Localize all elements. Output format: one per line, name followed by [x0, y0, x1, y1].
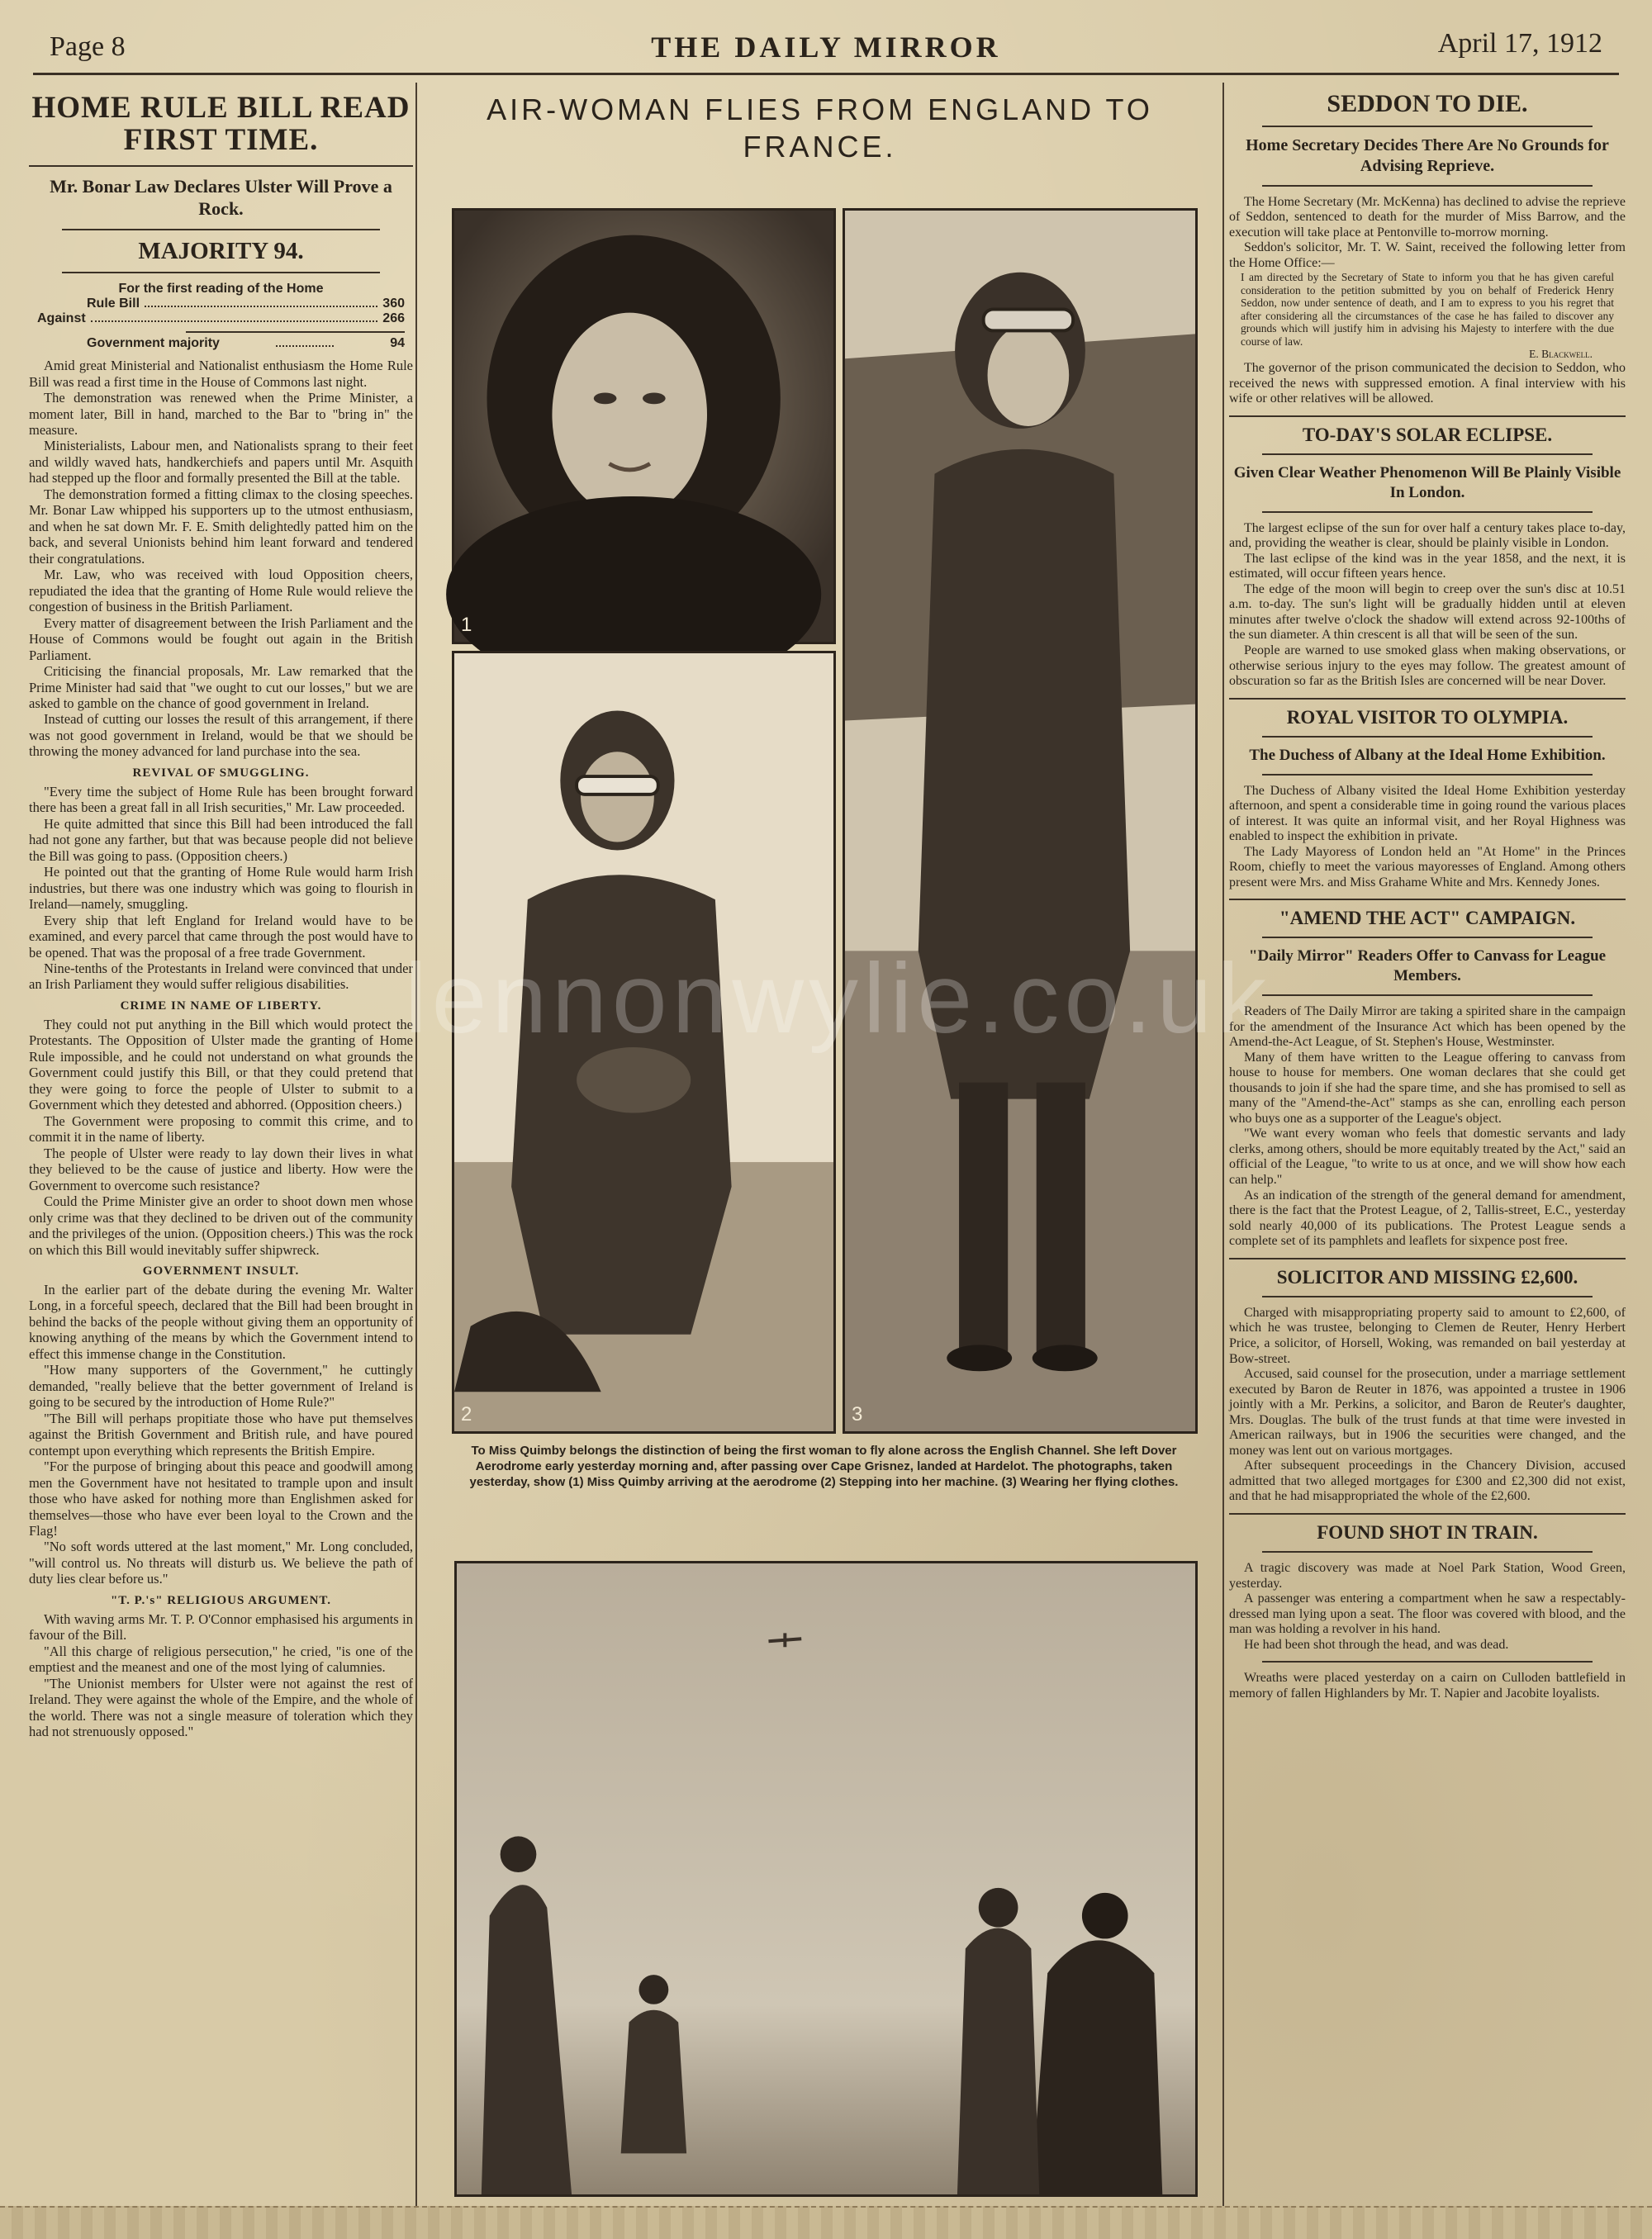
paragraph: Amid great Ministerial and Nationalist enthusiasm the Home Rule Bill was read a first time in the House of Commons last night. [29, 358, 413, 390]
vote-row-against [37, 311, 405, 326]
divider [1229, 899, 1626, 900]
paragraph: Readers of The Daily Mirror are taking a spirited share in the campaign for the amendment of the Insurance Act which has been opened by the Amend-the-Act League, of St. Stephen's House, Westminster. [1229, 1003, 1626, 1050]
paragraph: Every matter of disagreement between the Irish Parliament and the House of Commons would be fought out again in the British Parliament. [29, 614, 413, 663]
divider [1262, 511, 1593, 513]
right-column [1229, 83, 1626, 2206]
divider [1262, 1296, 1593, 1297]
paragraph: "The Bill will perhaps propitiate those who have put themselves against the British Government and British rule, and have poured contempt upon everything which represents the British Empire. [29, 1410, 413, 1459]
divider [1262, 1661, 1593, 1663]
paragraph: Seddon's solicitor, Mr. T. W. Saint, received the following letter from the Home Office:— [1229, 240, 1626, 270]
divider [1229, 698, 1626, 700]
article-headline-solicitor: SOLICITOR AND MISSING £2,600. [1276, 1266, 1578, 1288]
paragraph: A tragic discovery was made at Noel Park Station, Wood Green, yesterday. [1229, 1561, 1626, 1591]
paragraph: Every ship that left England for Ireland would have to be examined, and every parcel that came through the post would have to be opened. That was the proposal of a free trade Government. [29, 912, 413, 961]
photo-caption-top: To Miss Quimby belongs the distinction of being the first woman to fly alone across the English Channel. She left Dover Aerodrome early yesterday morning and, after passing over Cape Grisnez, landed at Hardelot. The photographs, taken yesterday, show (1) Miss Quimby arriving at the aerodrome (2) Stepping into her machine. (3) Wearing her flying clothes. [469, 1444, 1179, 1489]
paragraph: "The Unionist members for Ulster were not against the rest of Ireland. They were against the whole of the Empire, and the whole of the world. There was not a single measure of toleration which they had not strenuously opposed." [29, 1675, 413, 1740]
article-subhead-amend-act: "Daily Mirror" Readers Offer to Canvass for League Members. [1248, 947, 1607, 985]
paragraph: Could the Prime Minister give an order to shoot down men whose only crime was that they declined to be driven out of the community and the privileges of the union. (Opposition cheers.) This was the rock on which this Bill would inevitably suffer shipwreck. [29, 1193, 413, 1258]
section-heading: GOVERNMENT INSULT. [142, 1264, 300, 1278]
paragraph: "We want every woman who feels that domestic servants and lady clerks, among others, should be more equitably treated by the Act," said an official of the League, "to write to us at once, and we will show how each can help." [1229, 1127, 1626, 1187]
kneeling-figure-illustration [454, 653, 833, 1431]
paragraph: After subsequent proceedings in the Chancery Division, accused admitted that two alleged mortgages for £300 and £2,300 did not exist, and that he had misappropriated the whole of the £2,600. [1229, 1459, 1626, 1504]
section-heading: "T. P.'s" RELIGIOUS ARGUMENT. [110, 1593, 332, 1607]
article-headline-eclipse: TO-DAY'S SOLAR ECLIPSE. [1302, 424, 1553, 445]
section-heading: REVIVAL OF SMUGGLING. [132, 766, 310, 780]
article-subhead-seddon: Home Secretary Decides There Are No Grounds for Advising Reprieve. [1246, 135, 1609, 175]
issue-date: April 17, 1912 [1437, 28, 1602, 59]
paragraph: The demonstration formed a fitting climax to the closing speeches. Mr. Bonar Law whipped his supporters up to the utmost enthusiasm, and when he sat down Mr. F. E. Smith delightedly patted him on the back, and several Unionists behind him leant forward and tendered their congratulations. [29, 486, 413, 567]
majority-heading: MAJORITY 94. [138, 237, 304, 264]
photo-number: 2 [461, 1403, 472, 1425]
vote-table [37, 282, 405, 351]
portrait-illustration [454, 211, 833, 642]
divider [1229, 415, 1626, 417]
column-divider-left [415, 83, 417, 2206]
paragraph: "For the purpose of bringing about this peace and goodwill among men the Government have not hesitated to trample upon and insult those who have asked for nothing more than Englishmen asked for themselves—those who have ever been loyal to the Crown and the Flag! [29, 1459, 413, 1539]
masthead-rule [33, 73, 1619, 75]
photo-quimby-stepping-in [452, 651, 836, 1434]
paragraph: The Government were proposing to commit this crime, and to commit it in the name of liberty. [29, 1112, 413, 1146]
paragraph: They could not put anything in the Bill which would protect the Protestants. The Opposition of Ulster made the granting of Home Rule impossible, and he could not understand on what grounds the Government could justify this Bill, or that they could pretend that they were going to force the people of Ulster to submit to a Government which they detested and abhorred. (Opposition cheers.) [29, 1016, 413, 1113]
divider [1262, 774, 1593, 776]
paragraph: Wreaths were placed yesterday on a cairn on Culloden battlefield in memory of fallen Highlanders by Mr. T. Napier and Jacobite loyalists. [1229, 1671, 1626, 1701]
divider [62, 229, 380, 230]
paragraph: "How many supporters of the Government," he cuttingly demanded, "really believe that the better government of Ireland is going to be secured by the introduction of Home Rule?" [29, 1362, 413, 1411]
paragraph: He pointed out that the granting of Home Rule would harm Irish industries, but there was one industry which was going to flourish in Ireland—namely, smuggling. [29, 864, 413, 913]
torn-bottom-edge [0, 2206, 1652, 2239]
govt-majority-label: Government majority [87, 336, 220, 351]
paragraph: The Duchess of Albany visited the Ideal Home Exhibition yesterday afternoon, and spent a considerable time in going round the various places of interest. It was quite an informal visit, and her Royal Highness was enabled to inspect the exhibition in private. [1229, 783, 1626, 844]
paragraph: "All this charge of religious persecution," he cried, "is one of the emptiest and the meanest and one of the most lying of calumnies. [29, 1643, 413, 1676]
vote-against-count: 266 [382, 311, 405, 326]
masthead [33, 25, 1619, 74]
photo-quimby-flying-clothes [843, 208, 1198, 1434]
page-number: Page 8 [50, 31, 126, 62]
divider [1262, 1551, 1593, 1553]
vote-against-label: Against [37, 311, 86, 326]
article-headline-amend-act: "AMEND THE ACT" CAMPAIGN. [1279, 908, 1576, 929]
vote-row-for [37, 296, 405, 311]
leader-dots [91, 311, 378, 322]
divider [62, 272, 380, 273]
photo-quimby-arriving [452, 208, 836, 644]
divider [1262, 994, 1593, 996]
paragraph: The people of Ulster were ready to lay down their lives in what they believed to be the cause of justice and liberty. How were the Government to overcome such resistance? [29, 1145, 413, 1193]
standing-figure-illustration [845, 211, 1195, 1431]
paragraph: The Home Secretary (Mr. McKenna) has declined to advise the reprieve of Seddon, sentenced to death for the murder of Miss Barrow, and the execution will take place at Pentonville to-morrow morning. [1229, 194, 1626, 240]
paragraph: Charged with misappropriating property said to amount to £2,600, of which he was trustee, belonging to Clemen de Reuter, Henry Herbert Price, a solicitor, of Horsell, Woking, was remanded on bail yesterday at Bow-street. [1229, 1305, 1626, 1366]
photo-feature-title: AIR-WOMAN FLIES FROM ENGLAND TO FRANCE. [487, 93, 1153, 164]
section-heading: CRIME IN NAME OF LIBERTY. [120, 999, 322, 1013]
paper-name: THE DAILY MIRROR [651, 31, 1001, 64]
paragraph: Ministerialists, Labour men, and Nationalists sprang to their feet and wildly waved hats, handkerchiefs and papers until Mr. Asquith had stepped up the floor and formally presented the Bill at the table. [29, 438, 413, 486]
vote-intro: For the first reading of the Home [118, 282, 324, 296]
paragraph: As an indication of the strength of the general demand for amendment, there is the fact that the Protest League, of 2, Tallis-street, E.C., yesterday sold nearly 40,000 of its publications. The Protest League sends a complete set of its pamphlets and leaflets for sixpence post free. [1229, 1188, 1626, 1249]
paragraph: In the earlier part of the debate during the evening Mr. Walter Long, in a forceful speech, declared that the Bill had been brought in behind the backs of the people without giving them an opportunity of knowing anything of the means by which the Government intend to effect this immense change in the Constitution. [29, 1281, 413, 1362]
divider [1262, 126, 1593, 127]
photo-start-of-flight [454, 1561, 1198, 2197]
divider [1262, 937, 1593, 938]
paragraph: The last eclipse of the kind was in the year 1858, and the next, it is estimated, will occur fifteen years hence. [1229, 551, 1626, 581]
article-headline-seddon: SEDDON TO DIE. [1327, 90, 1528, 117]
vote-for-label: Rule Bill [87, 296, 140, 311]
article-headline-found-shot: FOUND SHOT IN TRAIN. [1317, 1521, 1538, 1543]
leader-dots [145, 296, 377, 307]
divider [1229, 1513, 1626, 1515]
article-subhead-olympia: The Duchess of Albany at the Ideal Home Exhibition. [1249, 746, 1606, 764]
divider [186, 331, 405, 333]
article-subhead-home-rule: Mr. Bonar Law Declares Ulster Will Prove a Rock. [50, 175, 392, 220]
photo-number: 1 [461, 614, 472, 636]
middle-column [421, 83, 1218, 2206]
paragraph: Criticising the financial proposals, Mr. Law remarked that the Prime Minister had said that "we ought to cut our losses," but we are asked to gamble on the chance of good government in Ireland. [29, 663, 413, 711]
vote-row-majority [37, 336, 405, 351]
paragraph: The edge of the moon will begin to creep over the sun's disc at 10.51 a.m. to-day. The sun's light will be gradually hidden until at eleven minutes after twelve o'clock the shadow will extend across 92-100ths of the sun diameter. A thin crescent is all that will be seen of the sun. [1229, 581, 1626, 643]
paragraph: He quite admitted that since this Bill had been introduced the fall had not gone any farther, but that was because people did not believe the Bill was going to pass. (Opposition cheers.) [29, 815, 413, 864]
paragraph: The largest eclipse of the sun for over half a century takes place to-day, and, providing the weather is clear, should be plainly visible in London. [1229, 520, 1626, 551]
paragraph: Nine-tenths of the Protestants in Ireland were convinced that under an Irish Parliament they would suffer religious disabilities. [29, 961, 413, 993]
divider [1262, 453, 1593, 455]
photo-number: 3 [852, 1403, 863, 1425]
paragraph: With waving arms Mr. T. P. O'Connor emphasised his arguments in favour of the Bill. [29, 1610, 413, 1644]
paragraph: "Every time the subject of Home Rule has been brought forward there has been a great fall in all Irish securities," Mr. Law proceeded. [29, 783, 413, 816]
paragraph: The governor of the prison communicated the decision to Seddon, who received the news with suppressed emotion. A final interview with his wife or other relatives will be allowed. [1229, 361, 1626, 406]
vote-for-count: 360 [382, 296, 405, 311]
paragraph: Accused, said counsel for the prosecution, under a marriage settlement executed by Baron de Reuter in 1876, was appointed a trustee in 1906 jointly with a Mr. Perkins, a solicitor, and Baron de Reuter's daughter, Mrs. Douglas. The bulk of the trust funds at that time were invested in American railways, but in 1906 the securities were changed, and the money was lent out on various mortgages. [1229, 1367, 1626, 1458]
govt-majority-count: 94 [390, 336, 405, 351]
watermark: lennonwylie.co.uk [405, 943, 1272, 1054]
paragraph: Many of them have written to the League offering to canvass from house to house for members. One woman declares that she could get thousands to join if she had the spare time, and she has promised to sell as many of the "Amend-the-Act" stamps as she can, enrolling each person who buys one as a supporter of the League's object. [1229, 1050, 1626, 1126]
divider [1262, 736, 1593, 738]
paragraph: Instead of cutting our losses the result of this arrangement, if there was not good government in Ireland, would be that we should be throwing the money advanced for land purchase into the sea. [29, 711, 413, 760]
column-divider-right [1222, 83, 1224, 2206]
divider [29, 165, 413, 167]
paragraph: "No soft words uttered at the last moment," Mr. Long concluded, "will control us. No threats will disturb us. We believe the path of duty lies clear before us." [29, 1539, 413, 1587]
leader-dots [276, 336, 334, 347]
divider [1262, 185, 1593, 187]
paragraph: Mr. Law, who was received with loud Opposition cheers, repudiated the idea that the granting of Home Rule would relieve the congestion of business in the British Parliament. [29, 567, 413, 615]
article-headline-olympia: ROYAL VISITOR TO OLYMPIA. [1286, 706, 1569, 728]
left-column [29, 83, 413, 2206]
flight-start-illustration [457, 1563, 1195, 2194]
paragraph: A passenger was entering a compartment when he saw a respectably-dressed man lying upon a seat. The floor was covered with blood, and the man was holding a revolver in his hand. [1229, 1591, 1626, 1637]
paragraph: The Lady Mayoress of London held an "At Home" in the Princes Room, chiefly to meet the various mayoresses of England. Among others present were Mrs. and Miss Grahame White and Mrs. Kennedy Jones. [1229, 844, 1626, 889]
letter-signature: E. Blackwell. [1529, 348, 1593, 361]
article-headline-home-rule: HOME RULE BILL READ FIRST TIME. [31, 91, 411, 157]
home-office-letter: I am directed by the Secretary of State to inform you that he has given careful consideration to the petition submitted by you on behalf of Frederick Henry Seddon, now under sentence of death, and I am to express to you his regret that after considering all the circumstances of the case he has failed to discover any grounds which will justify him in advising his Majesty to interfere with the due course of law. [1241, 271, 1614, 348]
article-subhead-eclipse: Given Clear Weather Phenomenon Will Be Plainly Visible In London. [1233, 464, 1621, 501]
paragraph: The demonstration was renewed when the Prime Minister, a moment later, Bill in hand, marched to the Bar to "bring in" the measure. [29, 390, 413, 438]
divider [1229, 1258, 1626, 1259]
paragraph: He had been shot through the head, and was dead. [1244, 1637, 1509, 1652]
paragraph: People are warned to use smoked glass when making observations, or otherwise serious injury to the eyes may follow. The greatest amount of obscuration so far as the British Isles are concerned will be near Dover. [1229, 643, 1626, 689]
